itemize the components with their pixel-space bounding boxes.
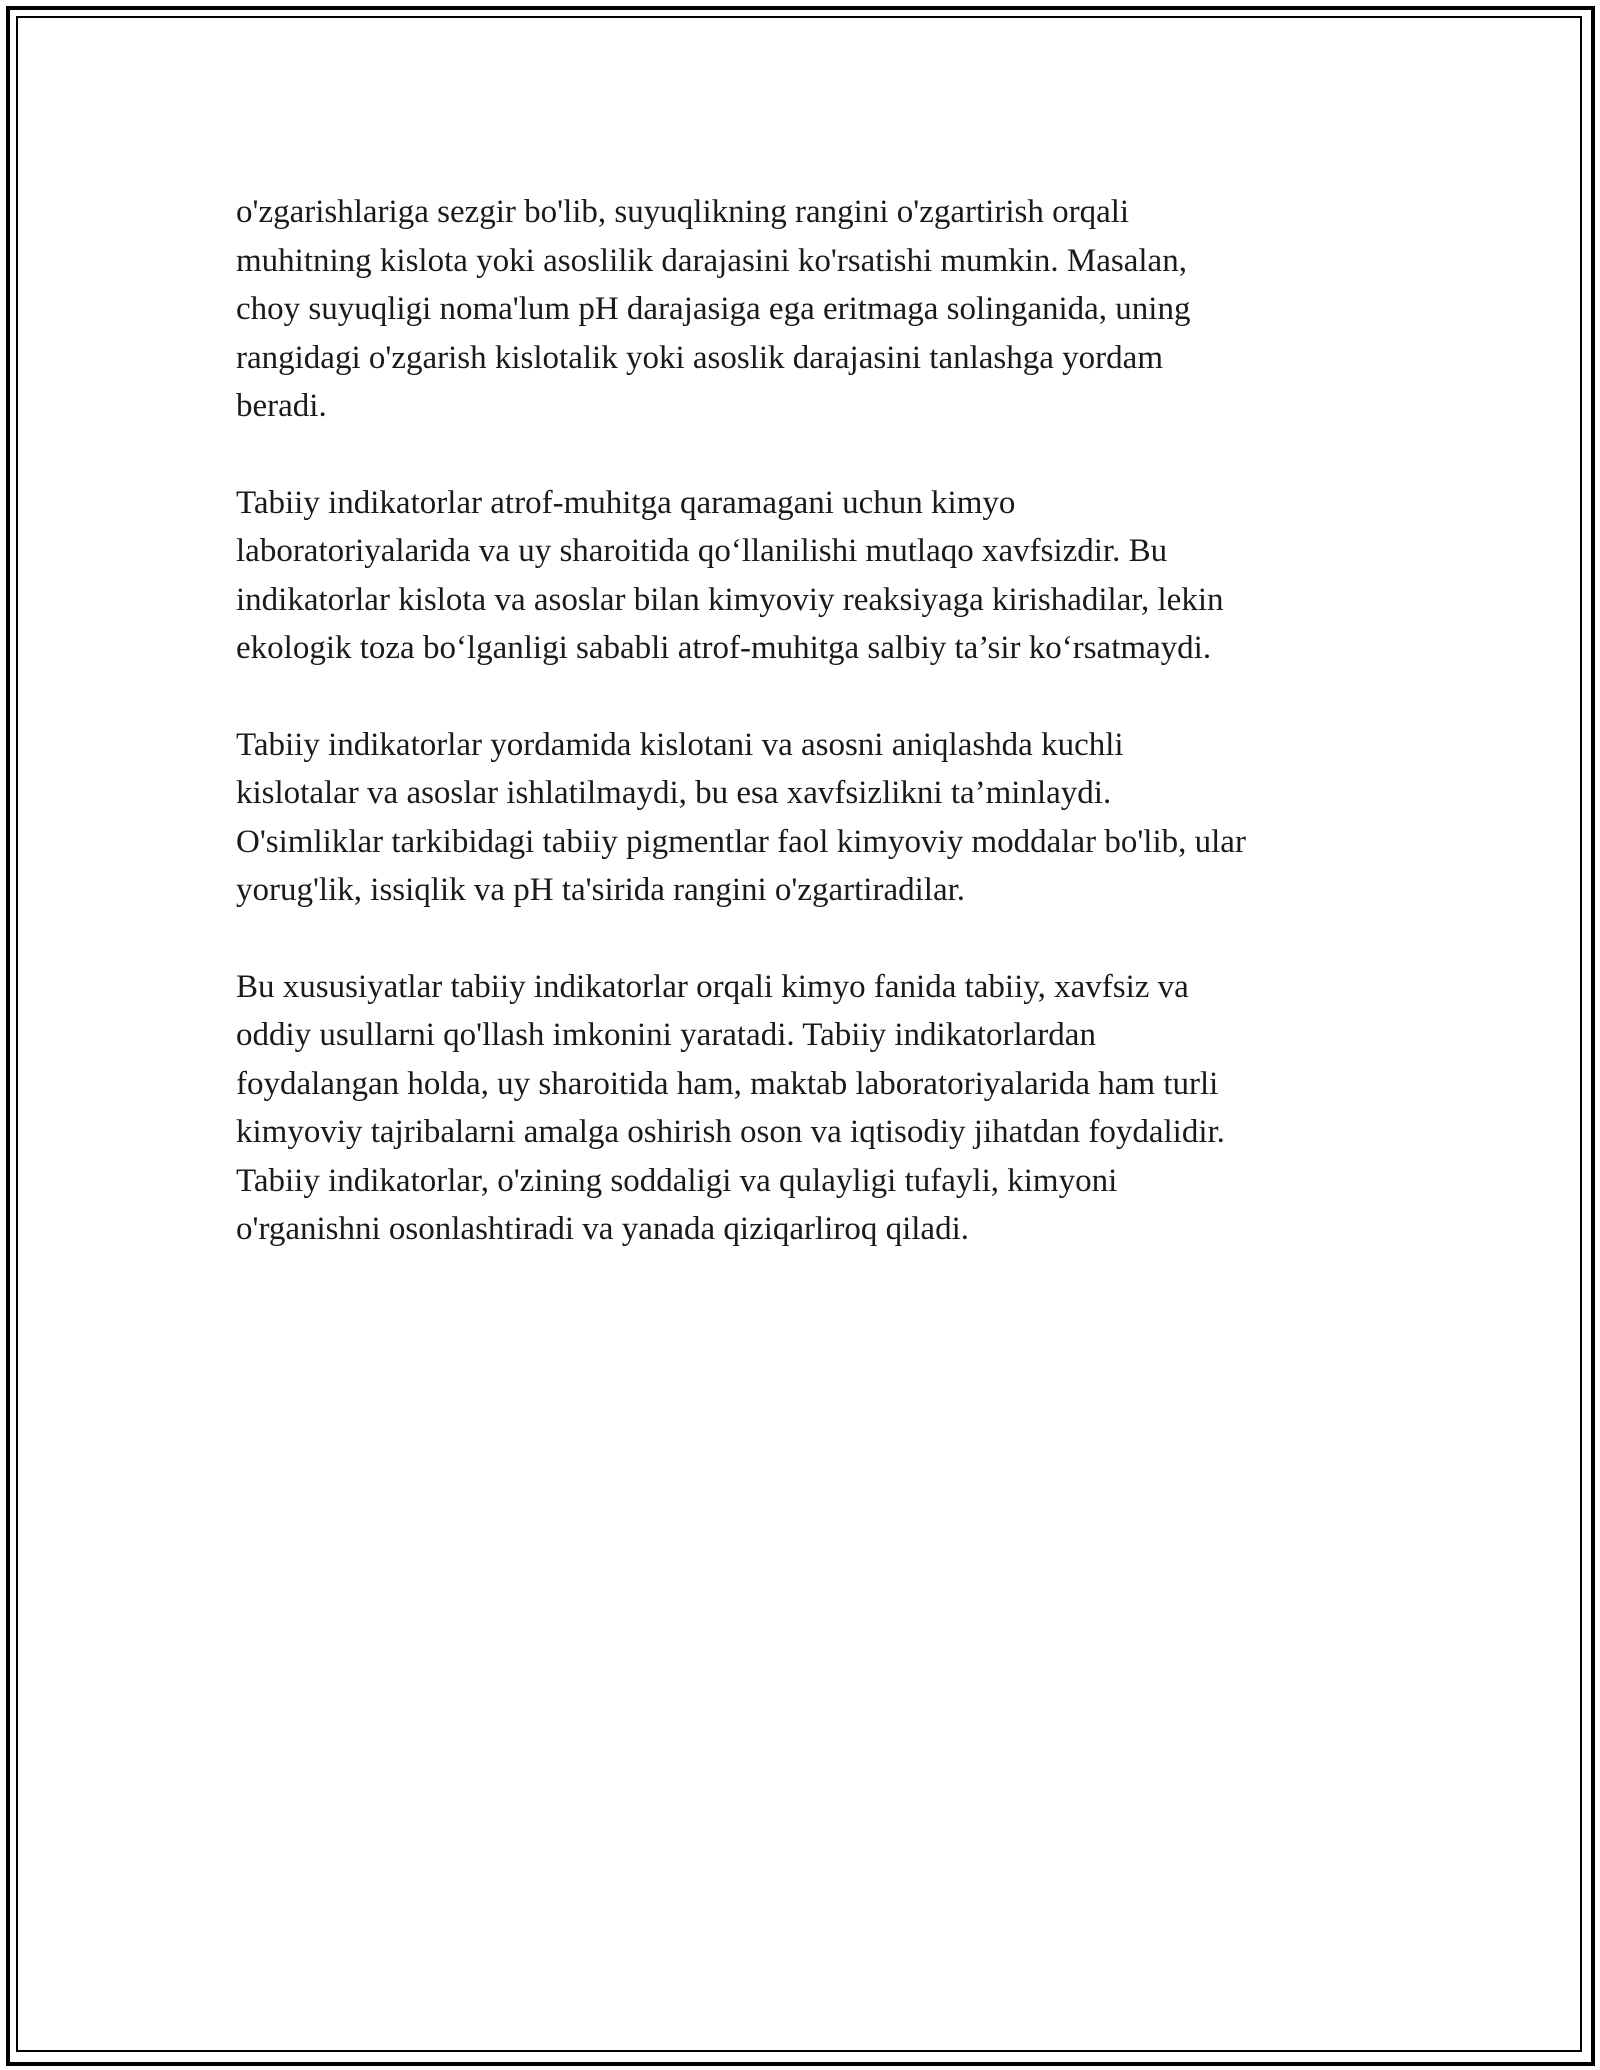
paragraph-4: Bu xususiyatlar tabiiy indikatorlar orqali kimyo fanida tabiiy, xavfsiz va oddiy usullarni qo'llash imkonini yaratadi. Tabiiy indikatorlardan foydalangan holda, uy sharoitida ham, maktab laboratoriyalarida ham turli kimyoviy tajribalarni amalga oshirish oson va iqtisodiy jihatdan foydalidir. Tabiiy indikatorlar, o'zining soddaligi va qulayligi tufayli, kimyoni o'rganishni osonlashtiradi va yanada qiziqarliroq qiladi. [236, 968, 1225, 1247]
paragraph-1: o'zgarishlariga sezgir bo'lib, suyuqlikning rangini o'zgartirish orqali muhitning kislota yoki asoslilik darajasini ko'rsatishi mumkin. Masalan, choy suyuqligi noma'lum pH darajasiga ega eritmaga solinganida, uning rangidagi o'zgarish kislotalik yoki asoslik darajasini tanlashga yordam beradi. [236, 194, 1191, 424]
paragraph-2: Tabiiy indikatorlar atrof-muhitga qaramagani uchun kimyo laboratoriyalarida va uy sharoitida qo‘llanilishi mutlaqo xavfsizdir. Bu indikatorlar kislota va asoslar bilan kimyoviy reaksiyaga kirishadilar, lekin ekologik toza bo‘lganligi sababli atrof-muhitga salbiy ta’sir ko‘rsatmaydi. [236, 484, 1224, 666]
document-body [236, 188, 1366, 1302]
paragraph-3: Tabiiy indikatorlar yordamida kislotani va asosni aniqlashda kuchli kislotalar va asoslar ishlatilmaydi, bu esa xavfsizlikni ta’minlaydi. O'simliklar tarkibidagi tabiiy pigmentlar faol kimyoviy moddalar bo'lib, ular yorug'lik, issiqlik va pH ta'sirida rangini o'zgartiradilar. [236, 726, 1246, 908]
